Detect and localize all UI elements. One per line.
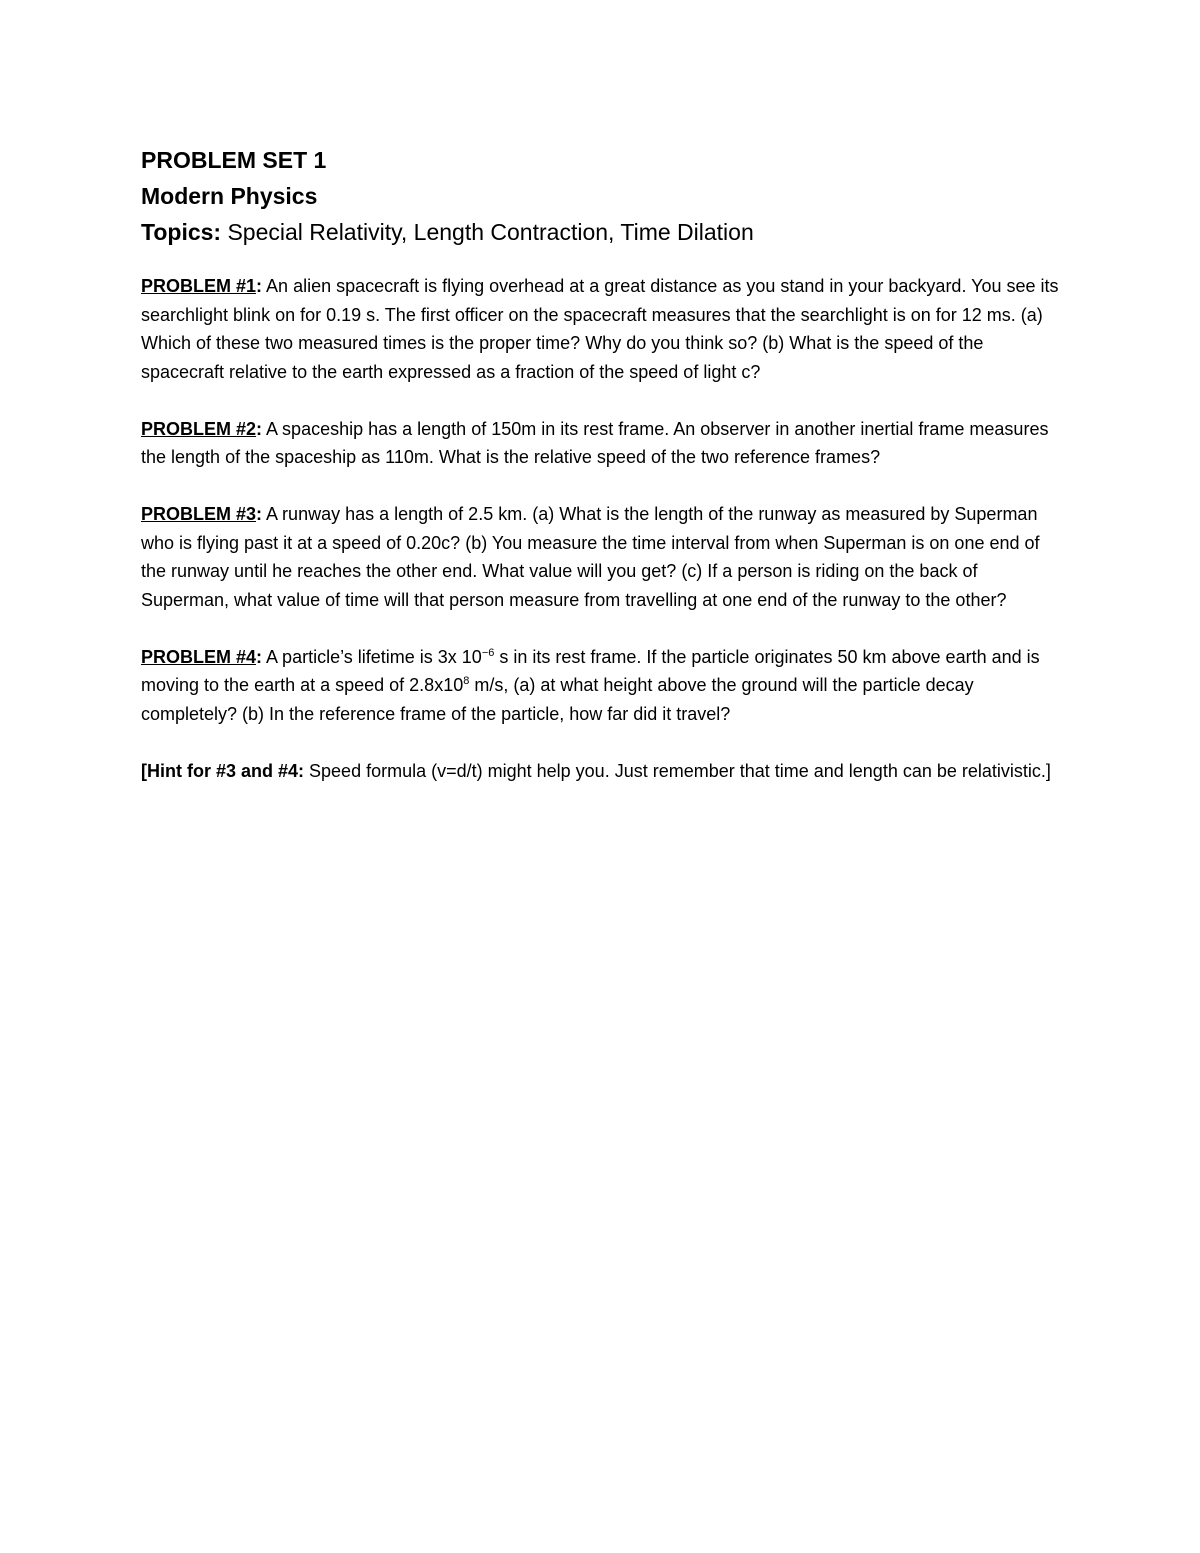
problem-label: PROBLEM #1 <box>141 276 257 296</box>
document-subtitle: Modern Physics <box>141 183 318 209</box>
topics-label: Topics: <box>141 219 222 245</box>
hint-text: Speed formula (v=d/t) might help you. Just remember that time and length can be relativistic.] <box>304 760 1051 781</box>
problem-3: PROBLEM #3: A runway has a length of 2.5 km. (a) What is the length of the runway as measured by Superman who is flying past it at a speed of 0.20c? (b) You measure the time interval from when Superman is on one end of the runway until he reaches the other end. What value will you get? (c) If a person is riding on the back of Superman, what value of time will that person measure from travelling at one end of the runway to the other? <box>141 504 1040 610</box>
problem-text: A spaceship has a length of 150m in its rest frame. An observer in another inertial frame measures the length of the spaceship as 110m. What is the relative speed of the two reference frames? <box>141 418 1049 467</box>
exponent: 8 <box>463 675 470 687</box>
problem-text: s in its rest frame. If the particle originates 50 km above earth and is moving to the earth at a speed of 2.8x10 <box>141 646 1040 695</box>
problem-4: PROBLEM #4: A particle’s lifetime is 3x $10^{-6}$ s in its rest frame. If the particle originates 50 km above earth and is moving to the earth at a speed of $2.8x10^8$ m/s, (a) at what height above the ground will the particle decay completely? (b) In the reference frame of the particle, how far did it travel? <box>141 646 1040 724</box>
problem-text: A runway has a length of 2.5 km. (a) What is the length of the runway as measured by Superman who is flying past it at a speed of 0.20c? (b) You measure the time interval from when Superman is on one end of the runway until he reaches the other end. What value will you get? (c) If a person is riding on the back of Superman, what value of time will that person measure from travelling at one end of the runway to the other? <box>141 504 1040 610</box>
problem-label: PROBLEM #4 <box>141 646 257 667</box>
problem-label: PROBLEM #2 <box>141 418 257 439</box>
hint-label: [Hint for #3 and #4: <box>141 760 305 781</box>
topics-value: Special Relativity, Length Contraction, Time Dilation <box>227 219 754 245</box>
exponent: −6 <box>481 646 495 659</box>
hint-paragraph <box>141 757 1066 786</box>
topics-line <box>141 214 1066 250</box>
problem-text: A particle’s lifetime is 3x 10 <box>266 646 482 667</box>
document-title: PROBLEM SET 1 <box>141 147 327 173</box>
problem-2: PROBLEM #2: A spaceship has a length of 150m in its rest frame. An observer in another inertial frame measures the length of the spaceship as 110m. What is the relative speed of the two reference frames? <box>141 418 1049 467</box>
problem-text: An alien spacecraft is flying overhead at a great distance as you stand in your backyard. You see its searchlight blink on for 0.19 s. The first officer on the spacecraft measures that the searchlight is on for 12 ms. (a) Which of these two measured times is the proper time? Why do you think so? (b) What is the speed of the spacecraft relative to the earth expressed as a fraction of the speed of light c? <box>141 276 1059 382</box>
problem-label: PROBLEM #3 <box>141 504 257 524</box>
document-page <box>141 142 1066 814</box>
problem-text: m/s, (a) at what height above the ground will the particle decay completely? (b) In the reference frame of the particle, how far did it travel? <box>141 675 974 724</box>
problem-1: PROBLEM #1: An alien spacecraft is flying overhead at a great distance as you stand in your backyard. You see its searchlight blink on for 0.19 s. The first officer on the spacecraft measures that the searchlight is on for 12 ms. (a) Which of these two measured times is the proper time? Why do you think so? (b) What is the speed of the spacecraft relative to the earth expressed as a fraction of the speed of light c? <box>141 276 1059 382</box>
